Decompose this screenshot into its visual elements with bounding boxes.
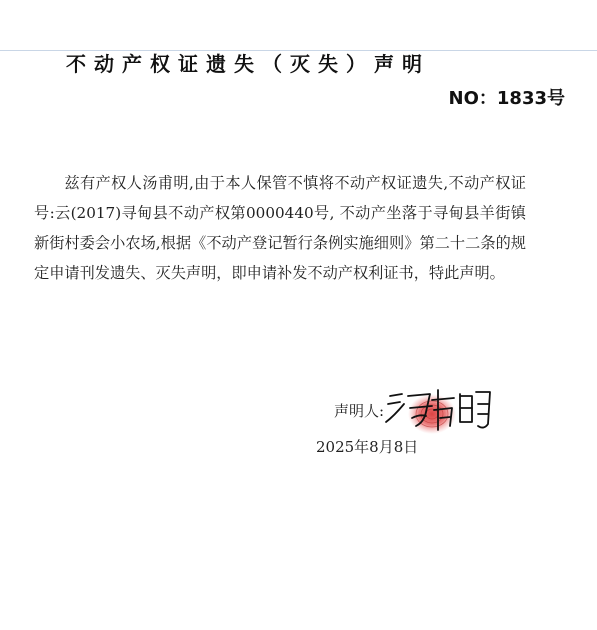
document-number: NO：1833号 (448, 88, 565, 109)
declaration-date: 2025年8月8日 (316, 438, 419, 456)
declaration-body: 兹有产权人汤甫明,由于本人保管不慎将不动产权证遗失,不动产权证号:云(2017)寻甸县不动产权第0000440号, 不动产坐落于寻甸县羊街镇新街村委会小农场,根据《不动产登记暂行条例实施细则》第二十二条的规定申请刊发遗失、灭失声明，即申请补发不动产权利证书，特此声明。 (34, 174, 526, 282)
signature-stamp-image (380, 382, 500, 440)
declarant-block (334, 386, 524, 436)
declarant-label: 声明人: (334, 402, 385, 420)
document-title: 不动产权证遗失（灭失）声明 (66, 52, 430, 76)
